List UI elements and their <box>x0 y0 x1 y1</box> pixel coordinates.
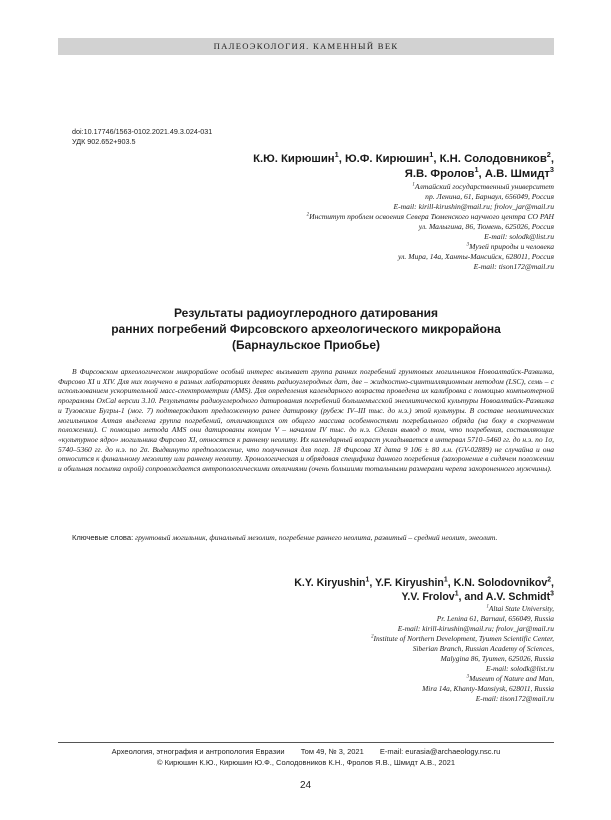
author-sup: 2 <box>546 150 551 160</box>
author-name: К.Ю. Кирюшин <box>253 153 335 165</box>
author-name: Y.F. Kiryushin <box>375 577 444 589</box>
journal-volume: Том 49, № 3, 2021 <box>300 747 364 756</box>
affil-line: Mira 14a, Khanty-Mansiysk, 628011, Russia <box>422 684 554 693</box>
abstract: В Фирсовском археологическом микрорайоне особый интерес вызывает группа ранних погребений грунтовых могильников Новоалтайск-Развилка, Фирсово XI и XIV. Для них получено в разных лабораториях девять радиоуглеродных дат, две – жидкостно-сцинтилляционным методом (LSC), семь – с использованием ускорительной масс-спектрометрии (AMS). Для определения календарного возраста проведена их калибровка с помощью компьютерной программы OxCal версии 3.10. Результаты радиоуглеродного датирования погребений большемысской энеолитической культуры Новоалтайск-Развилка и Тузовские Бугры-1 (мог. 7) подтверждают предложенную ранее датировку (рубеж IV–III тыс. до н.э.) этой культуры. В составе неолитических могильников Алтая выделена группа погребений, отличающихся от общего массива особенностями погребального обряда (на боку в скорченном положении). С помощью метода AMS они датированы концом V – началом IV тыс. до н.э. Сделан вывод о том, что погребения, составляющие «культурное ядро» могильника Фирсово XI, относятся к раннему неолиту. Их календарный возраст укладывается в интервал 5710–5460 гг. до н.э. по 1σ, 5740–5360 гг. до н.э. по 2σ. Выдвинуто предположение, что полученная для погр. 18 Фирсова XI дата 9 106 ± 80 л.н. (GV-02889) не случайна и она относится к финальному мезолиту или раннему неолиту. Хронологическая и обрядовая специфика данного погребения (захоронение в сидячем положении и обильная посыпка охрой) сопровождается антропологическими отличиями (очень большими тотальными размерами черепа захороненного мужчины). <box>58 367 554 474</box>
affil-line: Музей природы и человека <box>469 242 554 251</box>
affiliations-ru <box>134 182 554 272</box>
affil-email: E-mail: solodk@list.ru <box>484 232 554 241</box>
affil-line: Altai State University, <box>488 604 554 613</box>
affil-sup: 2 <box>306 212 310 218</box>
journal-email: E-mail: eurasia@archaeology.nsc.ru <box>379 747 501 756</box>
keywords-text: грунтовый могильник, финальный мезолит, погребение раннего неолита, развитый – средний неолит, энеолит. <box>135 533 498 542</box>
affil-sup: 3 <box>466 674 470 680</box>
title-line: ранних погребений Фирсовского археологического микрорайона <box>111 322 501 336</box>
affil-line: пр. Ленина, 61, Барнаул, 656049, Россия <box>425 192 554 201</box>
author-sup: 1 <box>443 576 448 584</box>
affil-line: Институт проблем освоения Севера Тюменского научного центра СО РАН <box>309 212 554 221</box>
udk: УДК 902.652+903.5 <box>72 137 136 146</box>
footer <box>58 746 554 768</box>
author-name: Я.В. Фролов <box>404 168 475 180</box>
authors-en: K.Y. Kiryushin$^1$, Y.F. Kiryushin$^1$, K.N. Solodovnikov$^2$, Y.V. Frolov$^1$, and A.V. Schmidt$^3$ <box>294 576 554 603</box>
title-line: Результаты радиоуглеродного датирования <box>173 306 439 320</box>
affil-sup: 1 <box>486 604 489 610</box>
section-header <box>58 38 554 55</box>
copyright: © Кирюшин К.Ю., Кирюшин Ю.Ф., Солодовников К.Н., Фролов Я.В., Шмидт А.В., 2021 <box>156 758 456 767</box>
affil-line: ул. Мира, 14а, Ханты-Мансийск, 628011, Россия <box>397 252 554 261</box>
doi: doi:10.17746/1563-0102.2021.49.3.024-031 <box>72 127 213 136</box>
footer-divider <box>58 742 554 743</box>
author-name: Ю.Ф. Кирюшин <box>344 153 430 165</box>
affil-line: Siberian Branch, Russian Academy of Sciences, <box>412 644 554 653</box>
author-sup: 1 <box>429 150 434 160</box>
author-name: А.В. Шмидт <box>484 168 550 180</box>
author-sup: 1 <box>365 576 370 584</box>
affil-line: Malygina 86, Tyumen, 625026, Russia <box>440 654 554 663</box>
author-name: K.Y. Kiryushin <box>294 577 366 589</box>
affil-line: Museum of Nature and Man, <box>469 674 554 683</box>
author-sup: 1 <box>454 590 459 598</box>
author-sup: 3 <box>549 165 554 175</box>
author-sup: 1 <box>474 165 479 175</box>
author-sup: 2 <box>547 576 552 584</box>
affil-sup: 2 <box>371 634 374 640</box>
author-name: К.Н. Солодовников <box>439 153 547 165</box>
affil-line: Pr. Lenina 61, Barnaul, 656049, Russia <box>436 614 554 623</box>
author-name: and A.V. Schmidt <box>464 591 551 603</box>
journal-name: Археология, этнография и антропология Евразии <box>111 747 285 756</box>
affil-line: Institute of Northern Development, Tyumen Scientific Center, <box>373 634 554 643</box>
keywords-label: Ключевые слова: <box>72 533 134 542</box>
doi-block <box>72 127 212 147</box>
article-title <box>60 305 552 353</box>
keywords <box>58 533 554 543</box>
affil-email: E-mail: kirill-kirushin@mail.ru; frolov_jar@mail.ru <box>393 202 554 211</box>
authors-ru: К.Ю. Кирюшин$^1$, Ю.Ф. Кирюшин$^1$, К.Н. Солодовников$^2$, Я.В. Фролов$^1$, А.В. Шмидт$^3$ <box>253 150 554 180</box>
author-sup: 1 <box>334 150 339 160</box>
affil-email: E-mail: tison172@mail.ru <box>475 694 554 703</box>
section-title: ПАЛЕОЭКОЛОГИЯ. КАМЕННЫЙ ВЕК <box>213 41 399 51</box>
affil-sup: 1 <box>412 182 415 188</box>
affil-line: Алтайский государственный университет <box>414 182 554 191</box>
author-name: Y.V. Frolov <box>401 591 455 603</box>
affil-sup: 3 <box>466 242 470 248</box>
author-name: K.N. Solodovnikov <box>453 577 548 589</box>
affil-email: E-mail: tison172@mail.ru <box>473 262 554 271</box>
affiliations-en <box>134 604 554 704</box>
page-number: 24 <box>299 780 312 791</box>
affil-email: E-mail: kirill-kirushin@mail.ru; frolov_jar@mail.ru <box>397 624 554 633</box>
affil-line: ул. Малыгина, 86, Тюмень, 625026, Россия <box>418 222 554 231</box>
title-line: (Барнаульское Приобье) <box>231 338 381 352</box>
affil-email: E-mail: solodk@list.ru <box>486 664 554 673</box>
author-sup: 3 <box>550 590 554 598</box>
